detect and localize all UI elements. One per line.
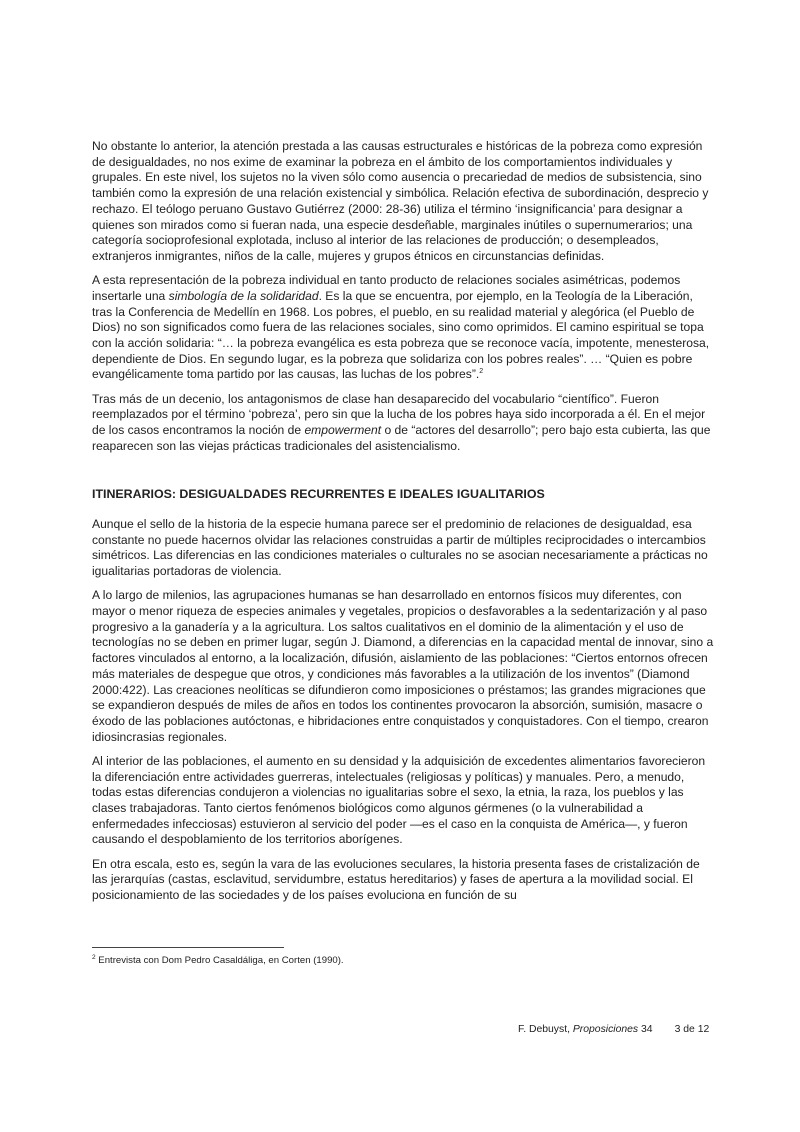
paragraph [92, 273, 716, 383]
footer-journal: Proposiciones [572, 1024, 639, 1035]
paragraph [92, 392, 716, 455]
footnote [92, 955, 344, 967]
paragraph: Al interior de las poblaciones, el aumento en su densidad y la adquisición de excedentes alimentarios favorecieron la diferenciación entre actividades guerreras, intelectuales (religiosas y políticas) y manuales. Pero, a menudo, todas estas diferencias condujeron a violencias no igualitarias sobre el sexo, la etnia, la raza, los pueblos y las clases trabajadoras. Tanto ciertos fenómenos biológicos como algunos gérmenes (o la vulnerabilidad a enfermedades infecciosas) estuvieron al servicio del poder —es el caso en la conquista de América—, y fueron causando el despoblamiento de los territorios aborígenes. [92, 753, 706, 847]
footer-author: F. Debuyst, [518, 1024, 573, 1035]
footnote-marker: 2 [92, 954, 96, 961]
footnote-text: Entrevista con Dom Pedro Casaldáliga, en Corten (1990). [98, 955, 344, 966]
italic-term: simbología de la solidaridad [168, 288, 319, 303]
paragraph: En otra escala, esto es, según la vara de las evoluciones seculares, la historia presenta fases de cristalización de las jerarquías (castas, esclavitud, servidumbre, estatus hereditarios) y fases de apertura a la movilidad social. El posicionamiento de las sociedades y de los países evoluciona en función de su [92, 856, 700, 903]
page-number: 3 de 12 [674, 1024, 710, 1035]
body-text [92, 139, 716, 912]
section-heading: ITINERARIOS: DESIGUALDADES RECURRENTES E IDEALES IGUALITARIOS [92, 487, 545, 502]
footer-issue: 34 [638, 1024, 653, 1035]
italic-term: empowerment [304, 422, 382, 437]
text-run: o de “actores del desarrollo”; pero bajo esta cubierta, las que reaparecen son las viejas prácticas tradicionales del asistencialismo. [92, 422, 711, 453]
paragraph: A lo largo de milenios, las agrupaciones humanas se han desarrollado en entornos físicos muy diferentes, con mayor o menor riqueza de especies animales y vegetales, propicios o desfavorables a la sedentarización y al paso progresivo a la ganadería y a la agricultura. Los saltos cualitativos en el dominio de la alimentación y el uso de tecnologías no se deben en primer lugar, según J. Diamond, a diferencias en la capacidad mental de innovar, sino a factores vinculados al entorno, a la localización, difusión, aislamiento de las poblaciones: “Ciertos entornos ofrecen más materiales de despegue que otros, y condiciones más favorables a la utilización de los inventos” (Diamond 2000:422). Las creaciones neolíticas se difundieron como imposiciones o préstamos; las grandes migraciones que se expandieron después de miles de años en todos los continentes provocaron la absorción, sumisión, masacre o éxodo de las poblaciones autóctonas, e hibridaciones entre conquistados y conquistadores. Con el tiempo, crearon idiosincrasias regionales. [92, 588, 714, 744]
text-run: . Es la que se encuentra, por ejemplo, en la Teología de la Liberación, tras la Conferencia de Medellín en 1968. Los pobres, el pueblo, en su realidad material y alegórica (el Pueblo de Dios) no son significados como fuera de las relaciones sociales, sino como oprimidos. El camino espiritual se topa con la acción solidaria: “… la pobreza evangélica es esta pobreza que se reconoce vacía, impotente, menesterosa, dependiente de Dios. En segundo lugar, es la pobreza que solidariza con los pobres reales”. … “Quien es pobre evangélicamente toma partido por las causas, las luchas de los pobres”. [92, 288, 710, 382]
footnote-divider [92, 947, 284, 948]
text-run: Tras más de un decenio, los antagonismos de clase han desaparecido del vocabulario “científico”. Fueron reemplazados por el término ‘pobreza’, pero sin que la lucha de los pobres haya sido incorporada a él. En el mejor de los casos encontramos la noción de [92, 391, 706, 437]
text-run: A esta representación de la pobreza individual en tanto producto de relaciones sociales asimétricas, podemos insertarle una [92, 273, 681, 303]
footnote-reference[interactable]: 2 [479, 368, 484, 376]
page-footer [518, 1024, 709, 1036]
paragraph: No obstante lo anterior, la atención prestada a las causas estructurales e históricas de la pobreza como expresión de desigualdades, no nos exime de examinar la pobreza en el ámbito de los comportamientos individuales y grupales. En este nivel, los sujetos no la viven sólo como ausencia o precariedad de medios de subsistencia, sino también como la expresión de una relación existencial y simbólica. Relación efectiva de subordinación, desprecio y rechazo. El teólogo peruano Gustavo Gutiérrez (2000: 28-36) utiliza el término ‘insignificancia’ para designar a quienes son mirados como si fueran nada, una especie desdeñable, marginales inútiles o supernumerarios; una categoría socioprofesional explotada, incluso al interior de las relaciones de producción; o desempleados, extranjeros inmigrantes, niños de la calle, mujeres y grupos étnicos en circunstancias definidas. [92, 139, 709, 263]
paragraph: Aunque el sello de la historia de la especie humana parece ser el predominio de relaciones de desigualdad, esa constante no puede hacernos olvidar las relaciones construidas a partir de múltiples reciprocidades o intercambios simétricos. Las diferencias en las condiciones materiales o culturales no se asocian necesariamente a prácticas no igualitarias portadoras de violencia. [92, 517, 708, 579]
